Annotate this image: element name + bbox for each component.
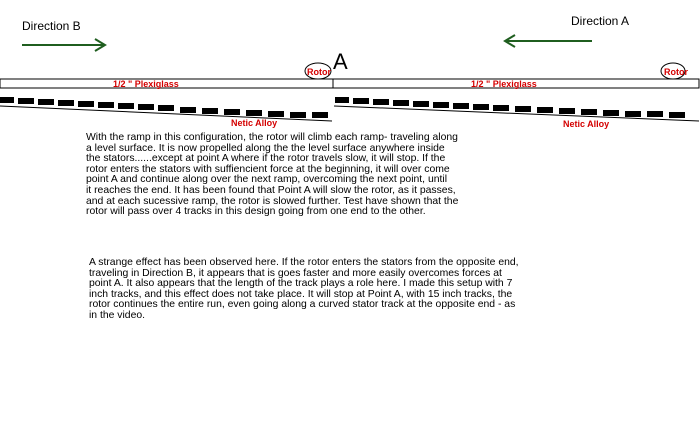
paragraph-line: rotor continues the entire run, even going along a curved stator track at the opposite end - as [89,299,516,311]
description-paragraph-1 [86,133,458,218]
paragraph-line: the stators......except at point A where if the rotor travels slow, it will stop. If the [86,153,446,165]
magnet [625,111,641,117]
magnet [180,107,196,113]
point-a-label: A [333,49,348,74]
right-plexiglass-label: 1/2 " Plexiglass [471,79,537,89]
paragraph-line: rotor enters the stators with suffiencient force at the beginning, it will over come [86,163,450,175]
magnet [515,106,531,112]
magnet [603,110,619,116]
paragraph-line: it reaches the end. It has been found that Point A will slow the rotor, as it passes, [86,184,456,196]
direction-b-arrow [22,39,105,51]
description-paragraph-2 [89,258,519,322]
paragraph-line: With the ramp in this configuration, the rotor will climb each ramp- traveling along [86,132,458,143]
magnet [647,111,663,117]
magnet [473,104,489,110]
right-rotor-label: Rotor [664,67,688,77]
direction-b-label: Direction B [22,19,81,33]
right-alloy-label: Netic Alloy [563,119,610,129]
magnet [38,99,54,105]
magnet [78,101,94,107]
magnet [158,105,174,111]
magnet [335,97,349,103]
magnet [18,98,34,104]
left-alloy-label: Netic Alloy [231,118,278,128]
direction-a-label: Direction A [571,14,630,28]
magnet [413,101,429,107]
magnet [493,105,509,111]
magnet [138,104,154,110]
magnet [224,109,240,115]
magnet [118,103,134,109]
left-rotor-label: Rotor [307,67,331,77]
magnet [202,108,218,114]
paragraph-line: traveling in Direction B, it appears that is goes faster and more easily overcomes forces at [89,267,502,279]
magnet [58,100,74,106]
paragraph-line: in the video. [89,309,146,321]
paragraph-line: point A and continue along over the next ramp, overcoming the next point, until [86,174,448,186]
right-magnet-row [335,97,685,118]
magnet [98,102,114,108]
magnet [312,112,328,118]
direction-a-arrow [505,35,592,47]
paragraph-line: rotor will pass over 4 tracks in this design going from one end to the other. [86,206,426,218]
magnet [373,99,389,105]
paragraph-line: and at each sucessive ramp, the rotor is slowed further. Test have shown that the [86,195,459,207]
magnet [433,102,449,108]
magnet [290,112,306,118]
paragraph-line: A strange effect has been observed here. If the rotor enters the stators from the opposite end, [89,257,519,268]
left-plexiglass-label: 1/2 " Plexiglass [113,79,179,89]
magnet [246,110,262,116]
magnet [537,107,553,113]
magnet [669,112,685,118]
paragraph-line: a level surface. It is now propelled along the the level surface anywhere inside [86,142,445,154]
magnet [581,109,597,115]
paragraph-line: point A. It also appears that the length of the track plays a role here. I made this setup with 7 [89,278,513,290]
magnet [559,108,575,114]
paragraph-line: inch tracks, and this effect does not take place. It will stop at Point A, with 15 inch tracks, the [89,288,513,300]
magnet [393,100,409,106]
magnet [0,97,14,103]
magnet [453,103,469,109]
magnet [268,111,284,117]
magnet [353,98,369,104]
left-magnet-row [0,97,328,118]
